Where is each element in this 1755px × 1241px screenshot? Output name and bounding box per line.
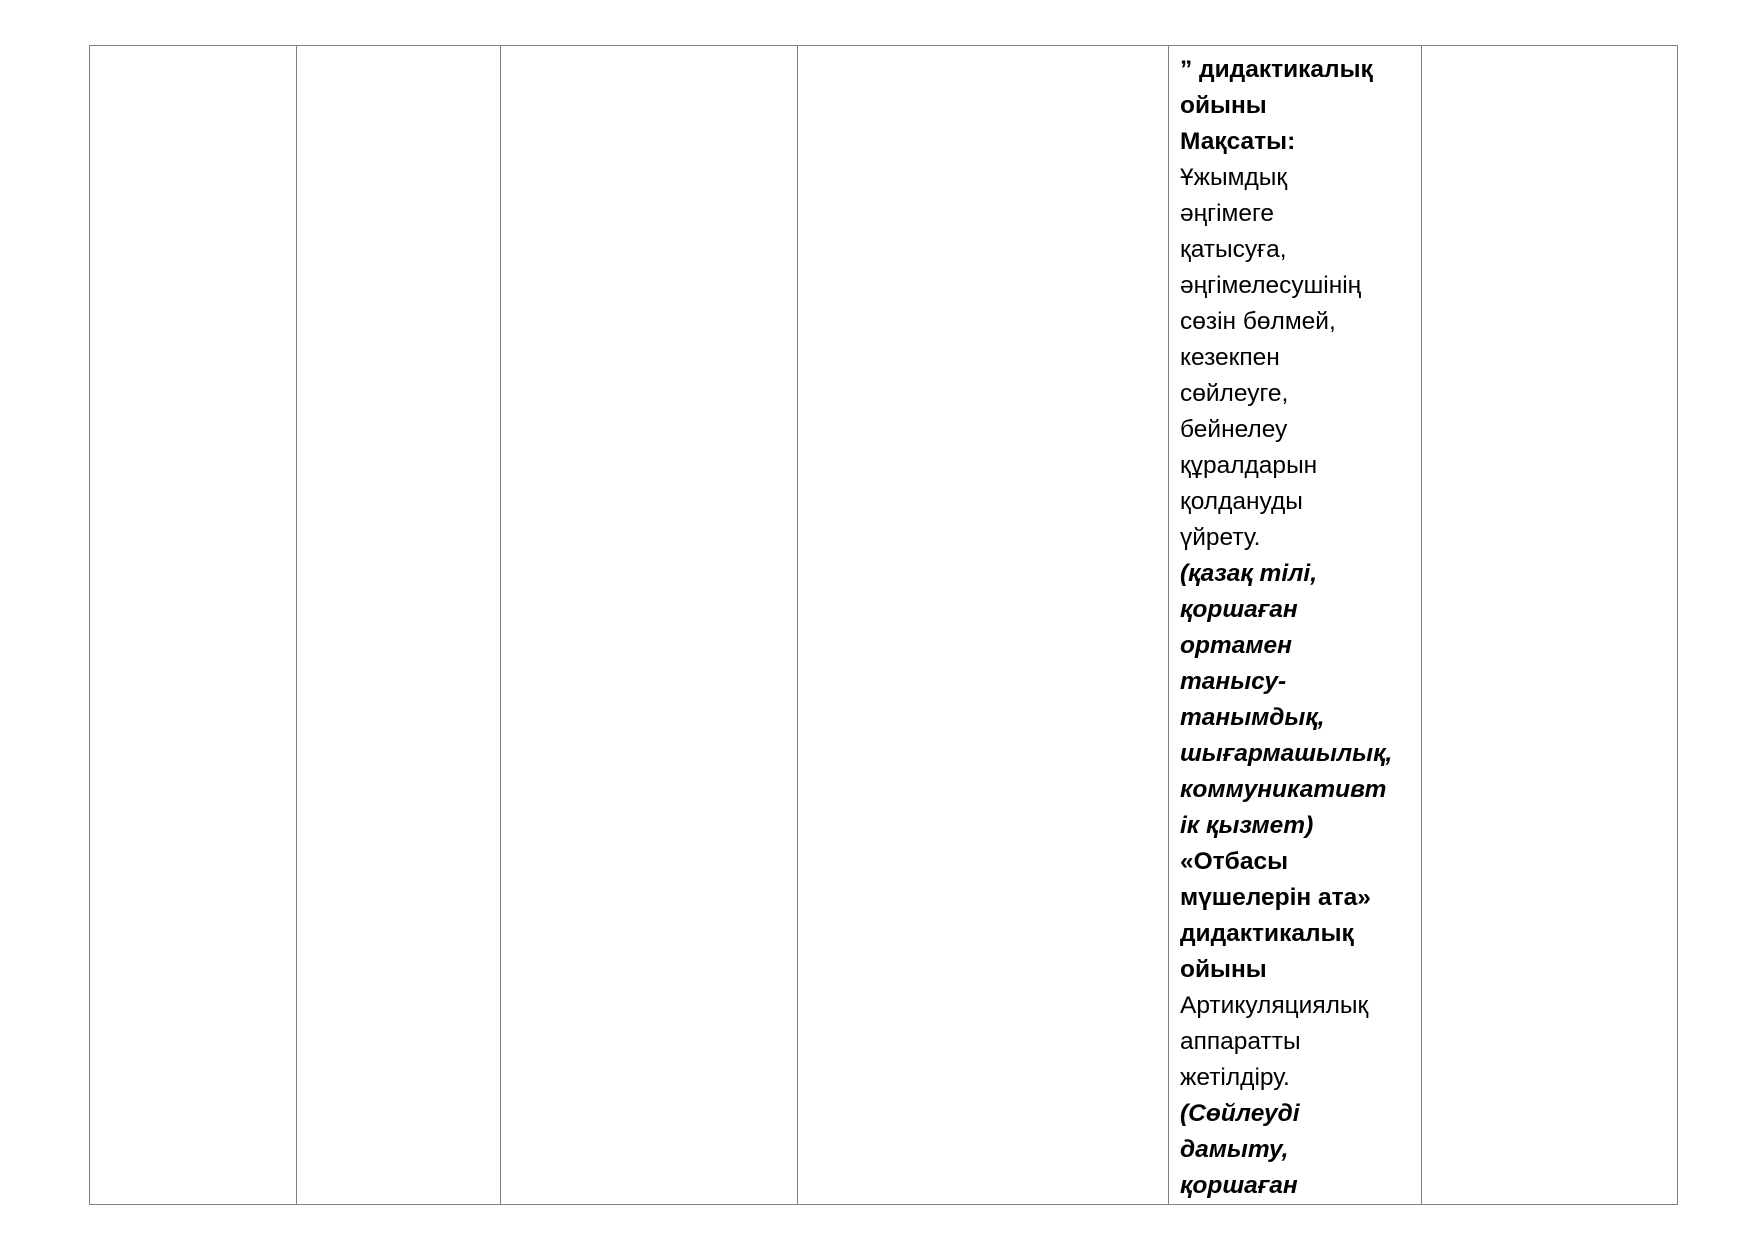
text-line: аппаратты: [1180, 1028, 1301, 1055]
text-line: қоршаған: [1180, 1172, 1298, 1199]
text-line: дамыту,: [1180, 1136, 1289, 1163]
table-cell-col6: [1422, 46, 1678, 1205]
text-line: кезекпен: [1180, 344, 1280, 371]
text-line: әңгімелесушінің: [1180, 272, 1362, 299]
table-cell-col1: [90, 46, 297, 1205]
text-line: ” дидактикалық: [1180, 56, 1373, 83]
text-line: шығармашылық,: [1180, 740, 1393, 767]
text-line: ік қызмет): [1180, 812, 1314, 839]
text-line: мүшелерін ата»: [1180, 884, 1371, 911]
text-line: танысу-: [1180, 668, 1287, 695]
text-line: ортамен: [1180, 632, 1292, 659]
text-line: құралдарын: [1180, 452, 1318, 479]
table-cell-col2: [297, 46, 501, 1205]
text-line: сөзін бөлмей,: [1180, 308, 1336, 335]
text-line: (қазақ тілі,: [1180, 560, 1317, 587]
text-line: сөйлеуге,: [1180, 380, 1289, 407]
text-line: жетілдіру.: [1180, 1064, 1290, 1091]
table-row: [90, 46, 1678, 1205]
text-line: дидактикалық: [1180, 920, 1354, 947]
table-cell-col4: [798, 46, 1169, 1205]
text-line: Мақсаты:: [1180, 128, 1296, 155]
text-line: ойыны: [1180, 92, 1267, 119]
text-line: Ұжымдық: [1180, 164, 1288, 191]
planning-table: [89, 45, 1678, 1205]
text-line: Артикуляциялық: [1180, 992, 1369, 1019]
text-line: қатысуға,: [1180, 236, 1287, 263]
text-line: үйрету.: [1180, 524, 1261, 551]
table-cell-col5: [1169, 46, 1422, 1205]
table-cell-col3: [501, 46, 798, 1205]
text-line: ойыны: [1180, 956, 1267, 983]
text-line: коммуникативт: [1180, 776, 1387, 803]
text-line: бейнелеу: [1180, 416, 1288, 443]
text-line: «Отбасы: [1180, 848, 1288, 875]
text-line: танымдық,: [1180, 704, 1325, 731]
text-line: қоршаған: [1180, 596, 1298, 623]
text-line: қолдануды: [1180, 488, 1303, 515]
game-description-text: [1169, 46, 1421, 1204]
text-line: әңгімеге: [1180, 200, 1275, 227]
text-line: (Сөйлеуді: [1180, 1100, 1300, 1127]
